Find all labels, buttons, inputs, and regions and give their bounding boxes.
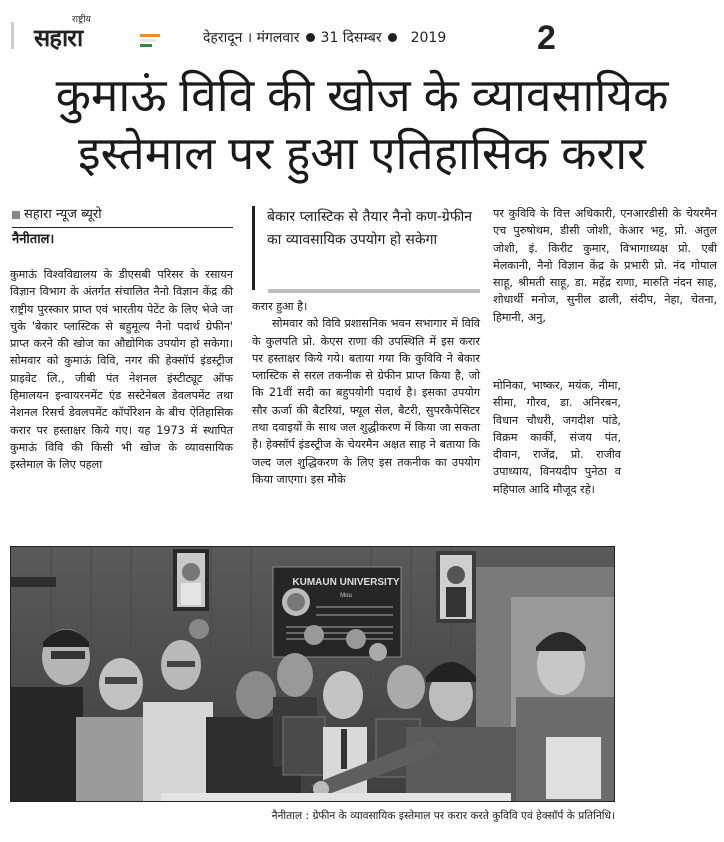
headline-line-2: इस्तेमाल पर हुआ एतिहासिक करार [78, 127, 646, 179]
dateline-year: 2019 [410, 30, 447, 46]
headline [0, 66, 724, 182]
pullquote-text: बेकार प्लास्टिक से तैयार नैनो कण-ग्रेफीन का व्यावसायिक उपयोग हो सकेगा [267, 209, 473, 248]
news-photo[interactable] [10, 546, 615, 802]
banner-subtitle: Mou [340, 593, 352, 599]
masthead-divider [11, 22, 14, 49]
pullquote [252, 206, 478, 294]
bullet-icon [306, 33, 315, 42]
dateline: देहरादून । मंगलवार 31 दिसम्बर 2019 [203, 30, 447, 46]
article-column-2-para-2: सोमवार को विवि प्रशासनिक भवन सभागार में विवि के कुलपति प्रो. केएस राणा की उपस्थिति में इस करार पर हस्ताक्षर किये गये। बताया गया कि कुविवि ने बेकार प्लास्टिक से सरल तकनीक से ग्रेफीन प्राप्त किया है, जो कि 21वीं सदी का बहुपयोगी पदार्थ है। इसका उपयोग सौर ऊर्जा की बैटरियां, फ्यूल सेल, बैटरी, सुपरकैपेसिटर तथा दवाइयों के साथ जल शुद्धीकरण में किया जा सकता है। हेक्सॉर्प इंडस्ट्रीज के चेयरमैन अक्षत साह ने बताया कि जल्द जल शुद्धिकरण के लिए इस तकनीक का उपयोग किया जाएगा। इस मौके [252, 317, 480, 486]
byline-agency-row [12, 206, 233, 228]
article-column-2-para-1: करार हुआ है। [252, 300, 308, 313]
dateline-date: 31 दिसम्बर [320, 30, 382, 46]
bullet-icon [388, 33, 397, 42]
logo-wordmark: सहारा [34, 24, 83, 52]
portrait-frame-left [173, 549, 209, 611]
university-banner [273, 567, 401, 657]
article-column-2 [252, 298, 480, 488]
newspaper-logo[interactable] [34, 14, 174, 54]
page-number: 2 [537, 19, 556, 57]
dateline-city: देहरादून [203, 30, 243, 46]
headline-line-1: कुमाऊं विवि की खोज के व्यावसायिक [55, 69, 669, 121]
banner-title: KUMAUN UNIVERSITY [292, 577, 400, 588]
article-column-3: पर कुविवि के वित्त अधिकारी, एनआरडीसी के चेयरमैन एच पुरुषोथम, डीसी जोशी, केआर भट्ट, प्रो. अतुल जोशी, इं. किरीट कुमार, विभागाध्यक्ष प्रो. एबी मेलकानी, नैनो विज्ञान केंद्र के प्रभारी प्रो. नंद गोपाल साहू, श्रीमती साहू, डा. महेंद्र राणा, मारुति नंदन साह, शोधार्थी मनोज, सुनील ढाली, संदीप, नेहा, चेतना, हिमानी, अनु, [493, 207, 717, 324]
dateline-day: मंगलवार [256, 30, 300, 46]
byline [12, 206, 233, 250]
photo-caption: नैनीताल : ग्रेफीन के व्यावसायिक इस्तेमाल पर करार करते कुविवि एवं हेक्सॉर्प के प्रतिनिधि। [271, 810, 615, 822]
byline-agency: सहारा न्यूज ब्यूरो [24, 207, 102, 222]
pullquote-rule [268, 289, 480, 293]
logo-tagline: राष्ट्रीय [72, 15, 91, 25]
byline-place: नैनीताल। [12, 232, 55, 247]
pullquote-bar [252, 206, 255, 290]
square-bullet-icon [12, 211, 20, 219]
article-column-3-narrow: मोनिका, भाष्कर, मयंक, नीमा, सीमा, गौरव, डा. अनिरबन, विधान चौधरी, जगदीश पांडे, विक्रम कार्की, संजय पंत, दीवान, राजेंद्र, प्रो. राजीव उपाध्याय, विनयदीप पुनेठा व महिपाल आदि मौजूद रहे। [493, 379, 621, 496]
photo-illustration [11, 547, 615, 802]
masthead [0, 0, 724, 60]
portrait-frame-right [436, 551, 476, 623]
article-column-1: कुमाऊं विश्वविद्यालय के डीएसबी परिसर के रसायन विज्ञान विभाग के अंतर्गत संचालित नैनो विज्ञान केंद्र की राष्ट्रीय पुरस्कार प्राप्त एवं भारतीय पेटेंट के लिए भेजे जा चुके 'बेकार प्लास्टिक से बहुमूल्य नैनो पदार्थ ग्रेफीन' प्राप्त करने की खोज का औद्योगिक उपयोग हो सकेगा। सोमवार को कुमाऊं विवि, नगर की हेक्सॉर्प इंडस्ट्रीज प्राइवेट लि., जीबी पंत नेशनल इंस्टीट्यूट ऑफ हिमालयन इन्वायरनमेंट एंड सस्टेनेबल डेवलपमेंट तथा नेशनल रिसर्च डेवलपमेंट कॉर्पोरेशन के बीच ऐतिहासिक करार पर हस्ताक्षर किये गए। यह 1973 में स्थापित कुमाऊं विवि की किसी भी खोज के व्यावसायिक इस्तेमाल के लिए पहला [10, 268, 233, 472]
tricolor-flag-icon [140, 34, 160, 48]
